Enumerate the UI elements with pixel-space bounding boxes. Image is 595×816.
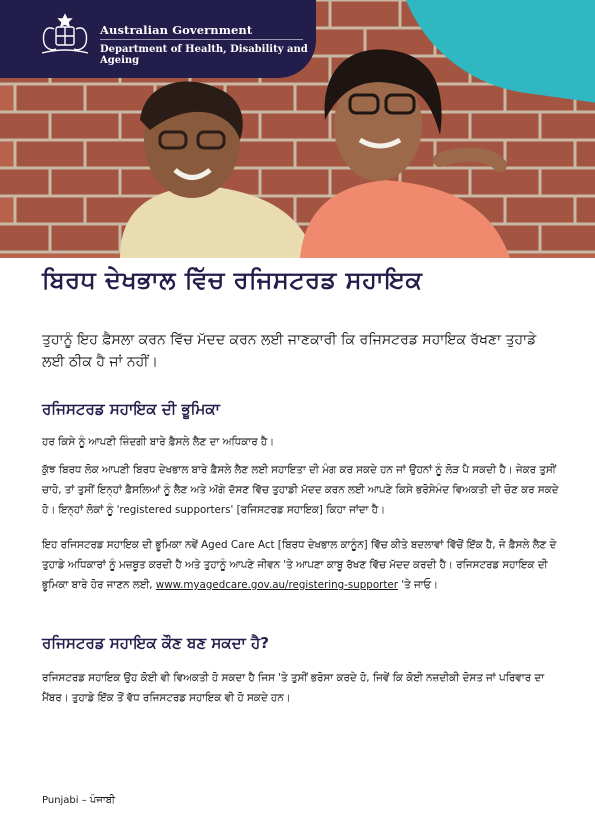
department-name: Department of Health, Disability and Ageing	[100, 44, 308, 66]
intro-text: ਤੁਹਾਨੂੰ ਇਹ ਫ਼ੈਸਲਾ ਕਰਨ ਵਿੱਚ ਮੱਦਦ ਕਰਨ ਲਈ ਜਾਣਕਾਰੀ ਕਿ ਰਜਿਸਟਰਡ ਸਹਾਇਕ ਰੱਖਣਾ ਤੁਹਾਡੇ ਲਈ ਠੀਕ ਹੈ ਜਾਂ ਨਹੀਂ।	[42, 332, 537, 370]
section2-paragraph-1: ਰਜਿਸਟਰਡ ਸਹਾਇਕ ਉਹ ਕੋਈ ਵੀ ਵਿਅਕਤੀ ਹੋ ਸਕਦਾ ਹੈ ਜਿਸ 'ਤੇ ਤੁਸੀਂ ਭਰੋਸਾ ਕਰਦੇ ਹੋ, ਜਿਵੇਂ ਕਿ ਕੋਈ ਨਜ਼ਦੀਕੀ ਦੋਸਤ ਜਾਂ ਪਰਿਵਾਰ ਦਾ ਮੈਂਬਰ। ਤੁਹਾਡੇ ਇੱਕ ਤੋਂ ਵੱਧ ਰਜਿਸਟਰਡ ਸਹਾਇਕ ਵੀ ਹੋ ਸਕਦੇ ਹਨ।	[42, 672, 545, 704]
paragraph-3-suffix: 'ਤੇ ਜਾਓ।	[397, 579, 438, 591]
section-heading-who: ਰਜਿਸਟਰਡ ਸਹਾਇਕ ਕੌਣ ਬਣ ਸਕਦਾ ਹੈ?	[42, 634, 269, 652]
section1-paragraph-1: ਹਰ ਕਿਸੇ ਨੂੰ ਆਪਣੀ ਜ਼ਿੰਦਗੀ ਬਾਰੇ ਫ਼ੈਸਲੇ ਲੈਣ ਦਾ ਅਧਿਕਾਰ ਹੈ।	[42, 436, 275, 448]
coat-of-arms-icon	[36, 13, 94, 57]
gov-header-banner	[0, 0, 316, 78]
section1-paragraph-2: ਕੁੱਝ ਬਿਰਧ ਲੋਕ ਆਪਣੀ ਬਿਰਧ ਦੇਖਭਾਲ ਬਾਰੇ ਫ਼ੈਸਲੇ ਲੈਣ ਲਈ ਸਹਾਇਤਾ ਦੀ ਮੰਗ ਕਰ ਸਕਦੇ ਹਨ ਜਾਂ ਉਹਨਾਂ ਨੂੰ ਲੋੜ ਪੈ ਸਕਦੀ ਹੈ। ਜੇਕਰ ਤੁਸੀਂ ਚਾਹੋ, ਤਾਂ ਤੁਸੀਂ ਇਨ੍ਹਾਂ ਫ਼ੈਸਲਿਆਂ ਨੂੰ ਲੈਣ ਅਤੇ ਅੱਗੇ ਦੱਸਣ ਵਿੱਚ ਤੁਹਾਡੀ ਮੱਦਦ ਕਰਨ ਲਈ ਆਪਣੇ ਕਿਸੇ ਭਰੋਸੇਮੰਦ ਵਿਅਕਤੀ ਦੀ ਚੋਣ ਕਰ ਸਕਦੇ ਹੋ। ਇਨ੍ਹਾਂ ਲੋਕਾਂ ਨੂੰ 'registered supporters' [ਰਜਿਸਟਰਡ ਸਹਾਇਕ] ਕਿਹਾ ਜਾਂਦਾ ਹੈ।	[42, 464, 559, 516]
language-label: Punjabi – ਪੰਜਾਬੀ	[42, 795, 116, 806]
header-divider	[100, 39, 303, 40]
section-heading-role: ਰਜਿਸਟਰਡ ਸਹਾਇਕ ਦੀ ਭੂਮਿਕਾ	[42, 400, 220, 418]
paragraph-3-text: ਇਹ ਰਜਿਸਟਰਡ ਸਹਾਇਕ ਦੀ ਭੂਮਿਕਾ ਨਵੇਂ Aged Care Act [ਬਿਰਧ ਦੇਖਭਾਲ ਕਾਨੂੰਨ] ਵਿੱਚ ਕੀਤੇ ਬਦਲਾਵਾਂ ਵਿੱਚੋਂ ਇੱਕ ਹੈ, ਜੋ ਫ਼ੈਸਲੇ ਲੈਣ ਦੇ ਤੁਹਾਡੇ ਅਧਿਕਾਰਾਂ ਨੂੰ ਮਜ਼ਬੂਤ ਕਰਦੀ ਹੈ ਅਤੇ ਤੁਹਾਨੂੰ ਆਪਣੇ ਜੀਵਨ 'ਤੇ ਆਪਣਾ ਕਾਬੂ ਰੱਖਣ ਵਿੱਚ ਮੱਦਦ ਕਰਦੀ ਹੈ। ਰਜਿਸਟਰਡ ਸਹਾਇਕ ਦੀ ਭੂਮਿਕਾ ਬਾਰੇ ਹੋਰ ਜਾਣਨ ਲਈ,	[42, 539, 557, 591]
hero-photo	[0, 0, 595, 258]
gov-name: Australian Government	[100, 23, 253, 37]
section1-paragraph-3	[42, 535, 560, 595]
page-title: ਬਿਰਧ ਦੇਖਭਾਲ ਵਿੱਚ ਰਜਿਸਟਰਡ ਸਹਾਇਕ	[42, 266, 423, 294]
myagedcare-link[interactable]: www.myagedcare.gov.au/registering-supporter	[155, 579, 398, 591]
